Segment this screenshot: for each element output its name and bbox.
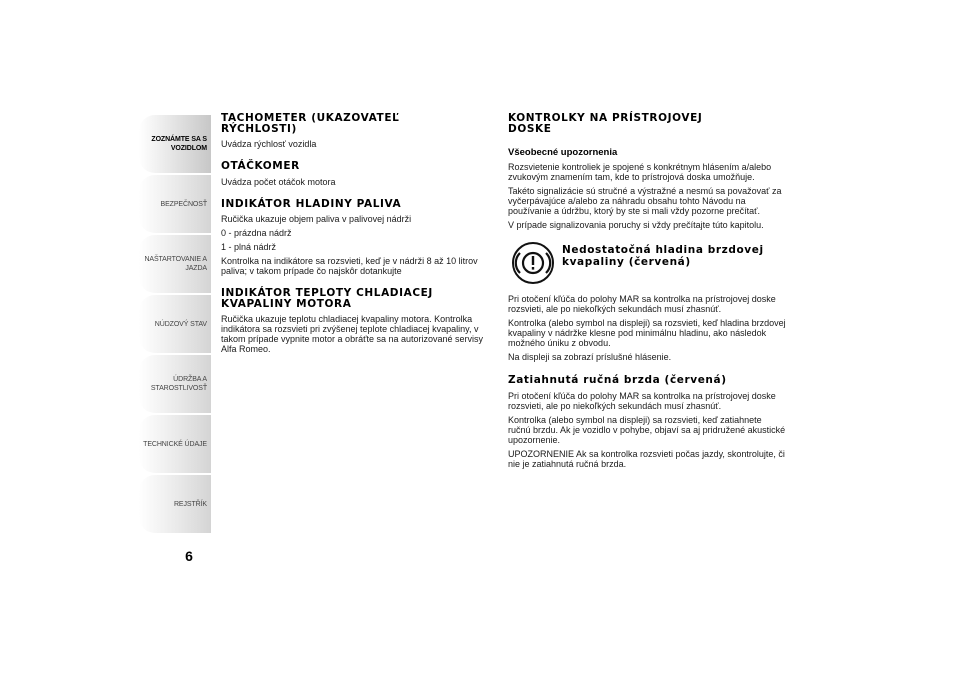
general-warnings-p2: Takéto signalizácie sú stručné a výstražné a nesmú sa považovať za vyčerpávajúce a/alebo za náhradu obsahu tohto Návodu na používanie a údržbu, ktorý by ste si mali vždy pozorne prečítať. (508, 186, 782, 216)
handbrake-p2: Kontrolka (alebo symbol na displeji) sa rozsvieti, keď zatiahnete ručnú brzdu. Ak je vozidlo v pohybe, objaví sa aj pridružené akustické upozornenie. (508, 415, 786, 445)
handbrake-heading: Zatiahnutá ručná brzda (červená) (508, 374, 727, 386)
page-number: 6 (185, 548, 193, 564)
sidebar-tab-label: REJSTŘÍK (173, 500, 207, 508)
fuel-gauge-full: 1 - plná nádrž (221, 242, 277, 252)
rev-counter-text: Uvádza počet otáčok motora (221, 176, 336, 187)
sidebar-tab-maintenance[interactable] (139, 355, 211, 413)
left-column (221, 113, 491, 354)
coolant-text: Ručička ukazuje teplotu chladiacej kvapaliny motora. Kontrolka indikátora sa rozsvieti pri zvýšenej teplote chladiacej kvapaliny, v takom prípade vypnite motor a obráťte sa na autorizované servisy Alfa Romeo. (221, 314, 484, 354)
rev-counter-heading: OTÁČKOMER (221, 160, 300, 172)
sidebar-tab-label: TECHNICKÉ ÚDAJE (143, 440, 207, 448)
warning-lights-heading: KONTROLKY NA PRÍSTROJOVEJ DOSKE (508, 112, 703, 135)
sidebar-tab-emergency[interactable] (139, 295, 211, 353)
handbrake-p3: UPOZORNENIE Ak sa kontrolka rozsvieti počas jazdy, skontrolujte, či nie je zatiahnutá ručná brzda. (508, 449, 785, 469)
sidebar-tab-index[interactable] (139, 475, 211, 533)
brake-fluid-heading: Nedostatočná hladina brzdovej kvapaliny (červená) (562, 244, 764, 268)
sidebar-tab-label: NAŠTARTOVANIE A JAZDA (144, 256, 207, 272)
brake-warning-icon (510, 240, 556, 286)
fuel-gauge-text: Ručička ukazuje objem paliva v palivovej nádrži (221, 214, 412, 224)
handbrake-p1: Pri otočení kľúča do polohy MAR sa kontrolka na prístrojovej doske rozsvieti, ale po niekoľkých sekundách musí zhasnúť. (508, 391, 776, 411)
brake-fluid-p3: Na displeji sa zobrazí príslušné hlásenie. (508, 352, 672, 362)
brake-fluid-p2: Kontrolka (alebo symbol na displeji) sa rozsvieti, keď hladina brzdovej kvapaliny v nádržke klesne pod minimálnu hladinu, ako následok možného úniku z obvodu. (508, 318, 786, 348)
general-warnings-p1: Rozsvietenie kontroliek je spojené s konkrétnym hlásením a/alebo zvukovým znamením tam, kde to prístrojová doska umožňuje. (508, 162, 772, 182)
fuel-gauge-warning: Kontrolka na indikátore sa rozsvieti, keď je v nádrži 8 až 10 litrov paliva; v takom prípade čo najskôr dotankujte (221, 256, 478, 276)
sidebar-tab-technical[interactable] (139, 415, 211, 473)
sidebar-tab-vehicle[interactable] (139, 115, 211, 173)
sidebar-tab-label: NÚDZOVÝ STAV (154, 320, 207, 328)
general-warnings-heading: Všeobecné upozornenia (508, 147, 618, 158)
tachometer-heading: TACHOMETER (UKAZOVATEĽ RÝCHLOSTI) (221, 112, 400, 135)
general-warnings-p3: V prípade signalizovania poruchy si vždy prečítajte túto kapitolu. (508, 220, 764, 230)
sidebar-tab-label: BEZPEČNOSŤ (160, 200, 207, 208)
sidebar-tab-driving[interactable] (139, 235, 211, 293)
fuel-gauge-heading: INDIKÁTOR HLADINY PALIVA (221, 197, 402, 210)
chapter-sidebar (139, 115, 211, 533)
brake-fluid-block (508, 240, 786, 286)
coolant-heading: INDIKÁTOR TEPLOTY CHLADIACEJ KVAPALINY MOTORA (221, 287, 433, 310)
sidebar-tab-safety[interactable] (139, 175, 211, 233)
brake-fluid-p1: Pri otočení kľúča do polohy MAR sa kontrolka na prístrojovej doske rozsvieti, ale po niekoľkých sekundách musí zhasnúť. (508, 294, 776, 314)
sidebar-tab-label: ÚDRŽBA A STAROSTLIVOSŤ (150, 376, 207, 392)
sidebar-tab-label: ZOZNÁMTE SA S VOZIDLOM (151, 136, 207, 152)
tachometer-text: Uvádza rýchlosť vozidla (221, 139, 317, 149)
fuel-gauge-empty: 0 - prázdna nádrž (221, 228, 292, 238)
right-column (508, 113, 786, 469)
